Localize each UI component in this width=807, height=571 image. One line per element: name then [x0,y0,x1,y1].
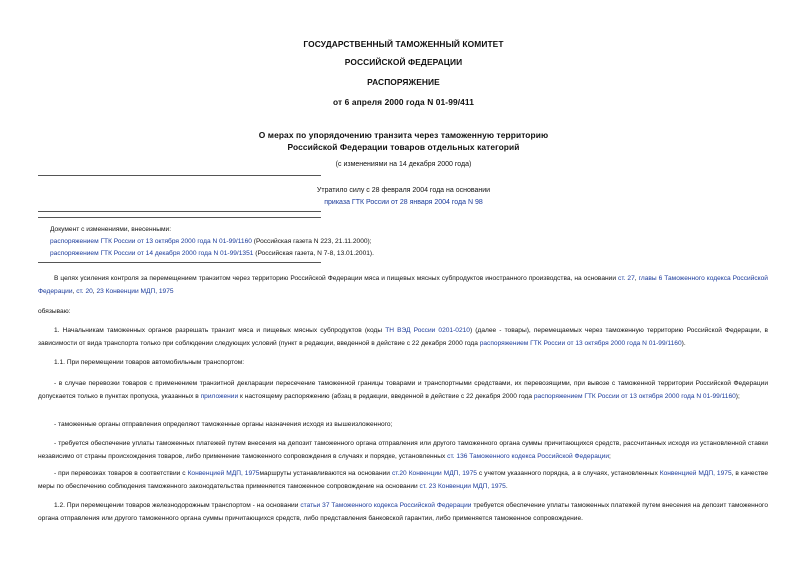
divider [38,175,321,176]
amendment-note: (с изменениями на 14 декабря 2000 года) [335,161,472,168]
expiry-text: Утратило силу с 28 февраля 2004 года на основании [316,187,491,194]
divider [38,211,321,212]
paragraph-destination-offices: - таможенные органы отправления определяют таможенные органы назначения исходя из вышеизложенного; [54,421,393,428]
document-date-number: от 6 апреля 2000 года N 01-99/411 [333,97,474,107]
link-tir-convention-23[interactable]: 23 Конвенции МДП, 1975 [96,287,174,295]
changes-item-1: распоряжением ГТК России от 13 октября 2000 года N 01-99/1160 (Российская газета N 223, 21.11.2000); [50,238,372,245]
document-title-line-2: Российской Федерации товаров отдельных категорий [287,142,520,152]
divider [38,262,321,263]
link-tir-convention[interactable]: Конвенцией МДП, 1975 [187,470,260,477]
link-art-37[interactable]: статьи 37 Таможенного кодекса Российской Федерации [300,502,472,509]
link-order-1160-b[interactable]: распоряжением ГТК России от 13 октября 2000 года N 01-99/1160 [533,392,736,400]
paragraph-tir-routes: - при перевозках товаров в соответствии с Конвенцией МДП, 1975маршруты устанавливаются на основании ст.20 Конвенции МДП, 1975 с учетом указанного порядка, а в случаях, установленных Конвенцией МДП, 1975, в качестве меры по обеспечению соблюдения таможенного законодательства применяется таможенное сопровождение на основании ст. 23 Конвенции МДП, 1975. [38,470,768,490]
changes-item-2: распоряжением ГТК России от 14 декабря 2000 года N 01-99/1351 (Российская газета, N 7-8, 13.01.2001). [50,250,374,257]
issuer-line-1: ГОСУДАРСТВЕННЫЙ ТАМОЖЕННЫЙ КОМИТЕТ [303,39,504,49]
link-tn-ved[interactable]: ТН ВЭД России 0201-0210 [385,327,470,334]
paragraph-payment-security: - требуется обеспечение уплаты таможенных платежей путем внесения на депозит таможенного органа отправления или другого таможенного органа суммы причитающихся средств, рассчитанных исходя из установленной ставки независимо от страны происхождения товаров, либо применение таможенного сопровождения в случаях и порядке, установленных ст. 136 Таможенного кодекса Российской Федерации; [38,440,768,460]
issuer-line-2: РОССИЙСКОЙ ФЕДЕРАЦИИ [344,57,463,67]
paragraph-1-2-rail: 1.2. При перемещении товаров железнодорожным транспортом - на основании статьи 37 Таможенного кодекса Российской Федерации требуется обеспечение уплаты таможенных платежей путем внесения на депозит таможенного органа отправления или другого таможенного органа суммы причитающихся средств, либо представления банковской гарантии, либо применяется таможенное сопровождение. [38,502,768,522]
link-art-136[interactable]: ст. 136 Таможенного кодекса Российской Федерации [447,452,610,460]
change-order-link-2[interactable]: распоряжением ГТК России от 14 декабря 2000 года N 01-99/1351 [50,250,254,257]
paragraph-1-1: 1.1. При перемещении товаров автомобильным транспортом: [54,359,245,366]
document-title-line-1: О мерах по упорядочению транзита через таможенную территорию [258,130,549,140]
paragraph-road-transit: - в случае перевозки товаров с применением транзитной декларации пересечение таможенной границы товарами и транспортными средствами, их перевозящими, при вывозе с таможенной территории Российской Федерации допускается только в пунктах пропуска, указанных в приложении к настоящему распоряжению (абзац в редакции, введенной в действие с 22 декабря 2000 года распоряжением ГТК России от 13 октября 2000 года N 01-99/1160); [38,380,768,400]
change-order-link-1[interactable]: распоряжением ГТК России от 13 октября 2000 года N 01-99/1160 [50,238,252,245]
link-order-1160[interactable]: распоряжением ГТК России от 13 октября 2000 года N 01-99/1160 [479,339,682,347]
paragraph-obligation: обязываю: [38,308,71,315]
link-tir-art-23[interactable]: ст. 23 Конвенции МДП, 1975 [419,482,506,490]
expiry-order-link[interactable]: приказа ГТК России от 28 января 2004 года N 98 [324,199,483,206]
link-tir-convention-b[interactable]: Конвенцией МДП, 1975 [659,470,732,477]
link-tir-art-20[interactable]: ст.20 Конвенции МДП, 1975 [391,470,477,477]
divider [38,217,321,218]
document-type: РАСПОРЯЖЕНИЕ [367,77,440,87]
link-art-27[interactable]: ст. 27 [618,275,635,282]
link-chapter-6-customs-code[interactable]: главы 6 Таможенного кодекса Российской Федерации [38,275,768,295]
link-art-20[interactable]: ст. 20 [76,287,93,295]
paragraph-preamble: В целях усиления контроля за перемещением транзитом через территорию Российской Федерации мяса и пищевых мясных субпродуктов иностранного производства, на основании ст. 27, главы 6 Таможенного кодекса Российской Федерации, ст. 20, 23 Конвенции МДП, 1975 [38,275,768,295]
paragraph-1: 1. Начальникам таможенных органов разрешать транзит мяса и пищевых мясных субпродуктов (коды ТН ВЭД России 0201-0210) (далее - товары), перемещаемых через таможенную территорию Российской Федерации, в зависимости от вида транспорта только при соблюдении следующих условий (пункт в редакции, введенной в действие с 22 декабря 2000 года распоряжением ГТК России от 13 октября 2000 года N 01-99/1160). [38,327,768,347]
changes-intro: Документ с изменениями, внесенными: [50,226,172,233]
link-appendix[interactable]: приложении [200,392,239,400]
